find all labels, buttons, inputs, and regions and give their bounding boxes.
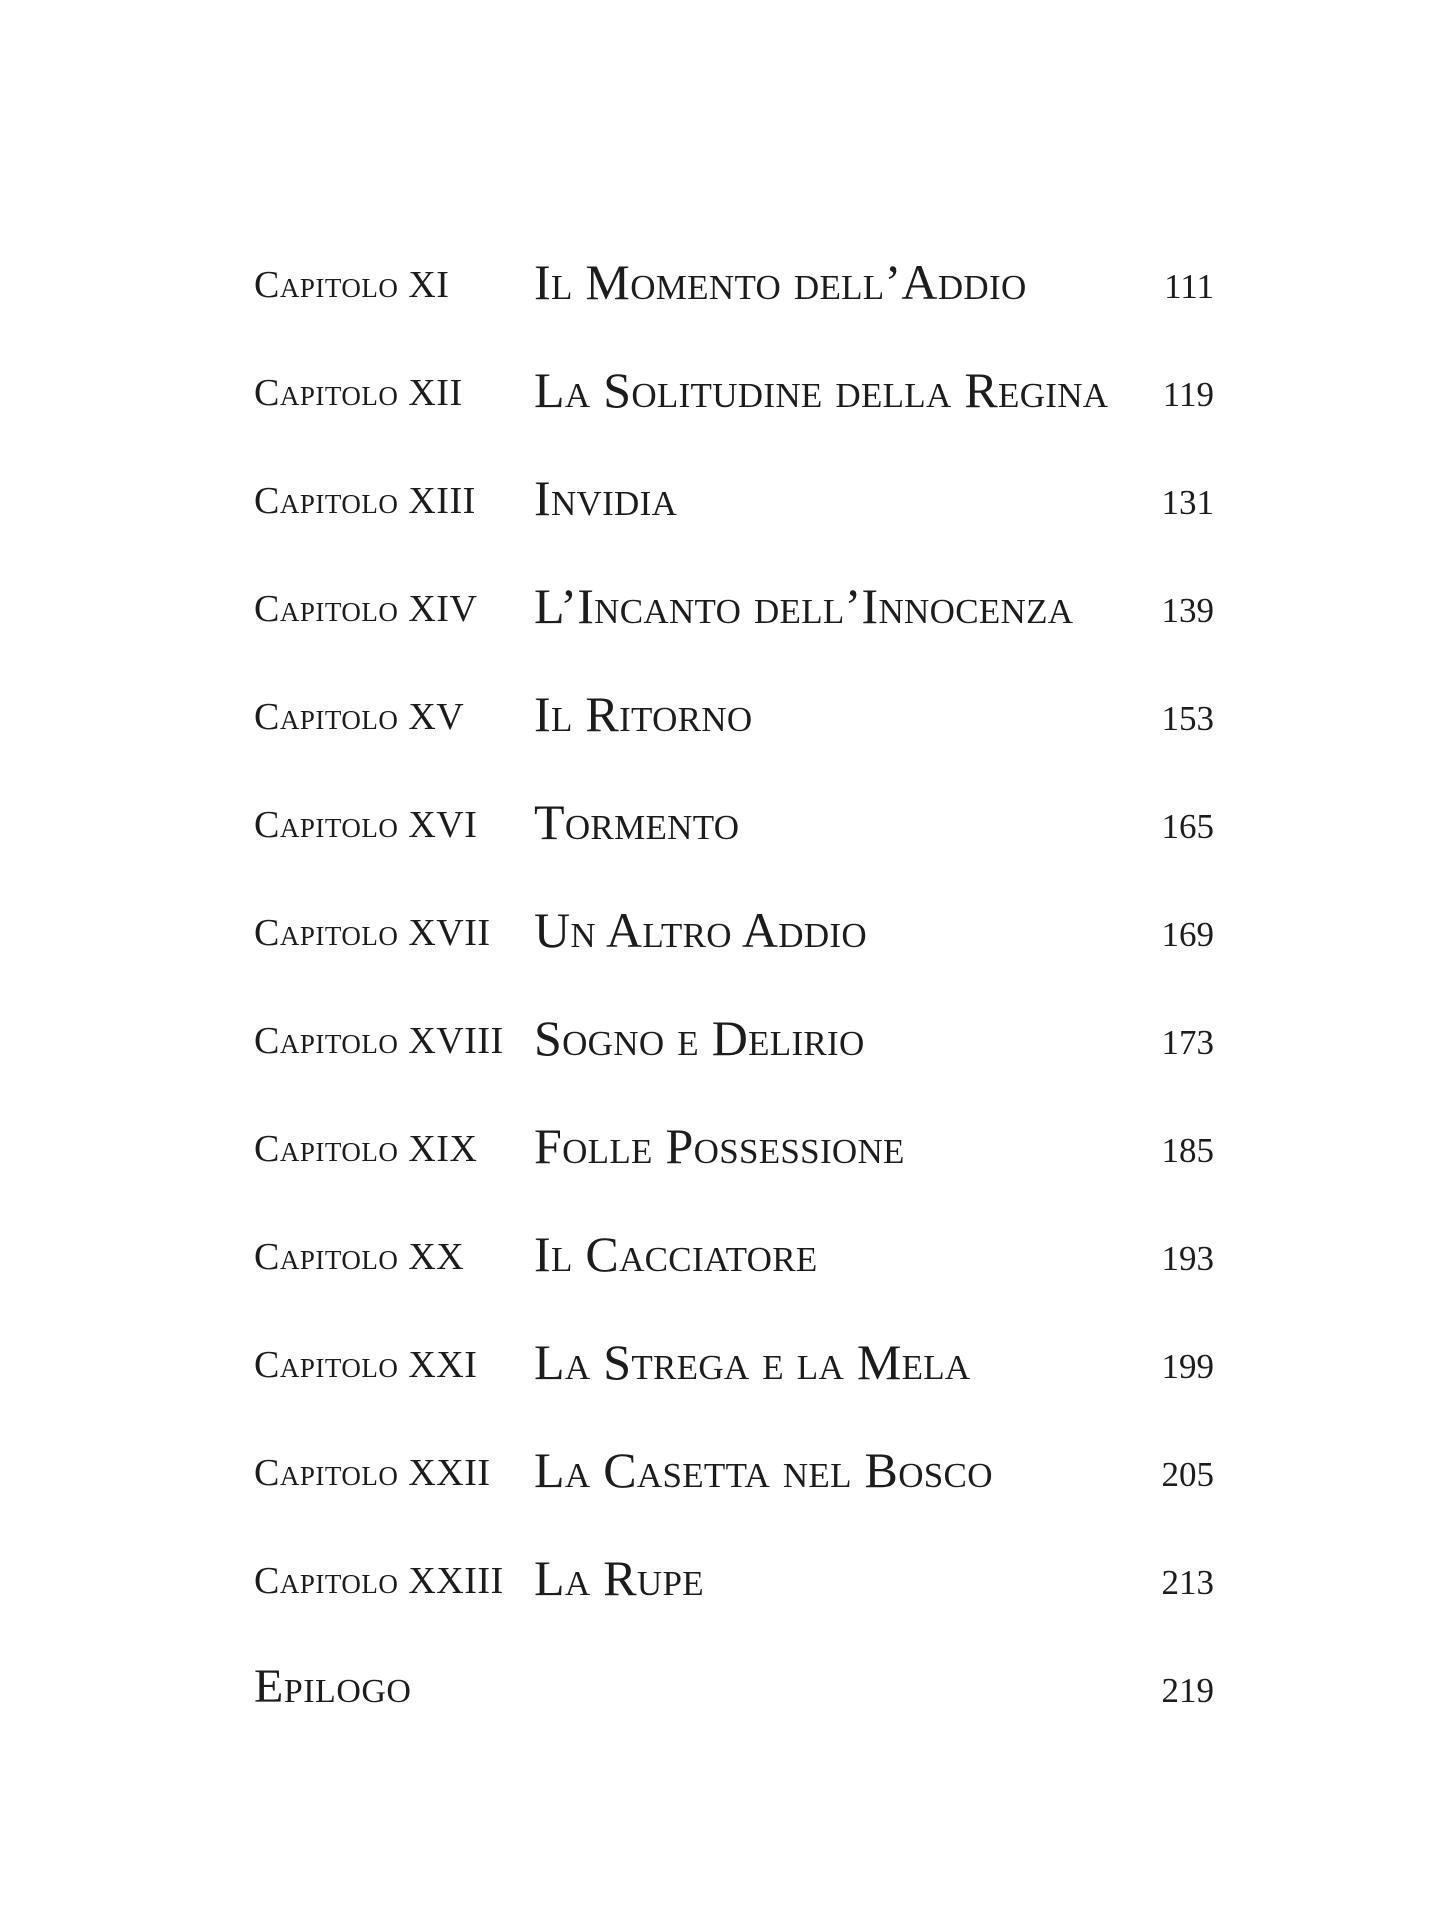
page-number: 153	[1161, 699, 1214, 738]
chapter-title: Un Altro Addio	[534, 902, 867, 958]
page-number: 131	[1161, 483, 1214, 522]
page-number: 219	[1161, 1671, 1214, 1710]
chapter-title: La Strega e la Mela	[534, 1334, 971, 1390]
page-number: 205	[1161, 1455, 1214, 1494]
chapter-label: Capitolo XVI	[254, 804, 478, 846]
page-number: 199	[1161, 1347, 1214, 1386]
chapter-title: La Solitudine della Regina	[534, 362, 1109, 418]
toc-entry-chapter-13[interactable]	[254, 461, 1214, 569]
chapter-label: Capitolo XIV	[254, 588, 478, 630]
chapter-label: Capitolo XIX	[254, 1128, 478, 1170]
chapter-label: Capitolo XV	[254, 696, 465, 738]
epilogue-label: Epilogo	[254, 1660, 412, 1713]
toc-entry-chapter-16[interactable]	[254, 785, 1214, 893]
chapter-title: Sogno e Delirio	[534, 1010, 865, 1066]
chapter-title: Il Momento dell’Addio	[534, 254, 1027, 310]
chapter-label: Capitolo XI	[254, 264, 450, 306]
chapter-title: Il Ritorno	[534, 686, 753, 742]
page-number: 165	[1161, 807, 1214, 846]
chapter-label: Capitolo XVII	[254, 912, 491, 954]
toc-entry-chapter-20[interactable]	[254, 1217, 1214, 1325]
toc-entry-chapter-15[interactable]	[254, 677, 1214, 785]
chapter-label: Capitolo XXI	[254, 1344, 478, 1386]
toc-entry-chapter-17[interactable]	[254, 893, 1214, 1001]
chapter-label: Capitolo XXIII	[254, 1560, 504, 1602]
toc-entry-chapter-23[interactable]	[254, 1541, 1214, 1649]
chapter-title: La Casetta nel Bosco	[534, 1442, 993, 1498]
toc-entry-chapter-21[interactable]	[254, 1325, 1214, 1433]
page-number: 185	[1161, 1131, 1214, 1170]
toc-entry-chapter-19[interactable]	[254, 1109, 1214, 1217]
page-number: 173	[1161, 1023, 1214, 1062]
chapter-label: Capitolo XII	[254, 372, 463, 414]
chapter-title: Folle Possessione	[534, 1118, 905, 1174]
chapter-title: L’Incanto dell’Innocenza	[534, 578, 1074, 634]
chapter-title: La Rupe	[534, 1550, 704, 1606]
chapter-label: Capitolo XXII	[254, 1452, 491, 1494]
table-of-contents	[254, 245, 1214, 1757]
page-number: 213	[1161, 1563, 1214, 1602]
page-number: 139	[1161, 591, 1214, 630]
page-number: 119	[1162, 375, 1214, 414]
page-number: 193	[1161, 1239, 1214, 1278]
chapter-title: Il Cacciatore	[534, 1226, 818, 1282]
toc-entry-chapter-18[interactable]	[254, 1001, 1214, 1109]
toc-entry-epilogue[interactable]	[254, 1649, 1214, 1757]
toc-entry-chapter-12[interactable]	[254, 353, 1214, 461]
chapter-title: Tormento	[534, 794, 740, 850]
page-number: 169	[1161, 915, 1214, 954]
toc-entry-chapter-11[interactable]	[254, 245, 1214, 353]
toc-entry-chapter-14[interactable]	[254, 569, 1214, 677]
toc-entry-chapter-22[interactable]	[254, 1433, 1214, 1541]
chapter-label: Capitolo XVIII	[254, 1020, 504, 1062]
chapter-label: Capitolo XIII	[254, 480, 476, 522]
chapter-title: Invidia	[534, 470, 678, 526]
chapter-label: Capitolo XX	[254, 1236, 465, 1278]
page-number: 111	[1164, 267, 1214, 306]
